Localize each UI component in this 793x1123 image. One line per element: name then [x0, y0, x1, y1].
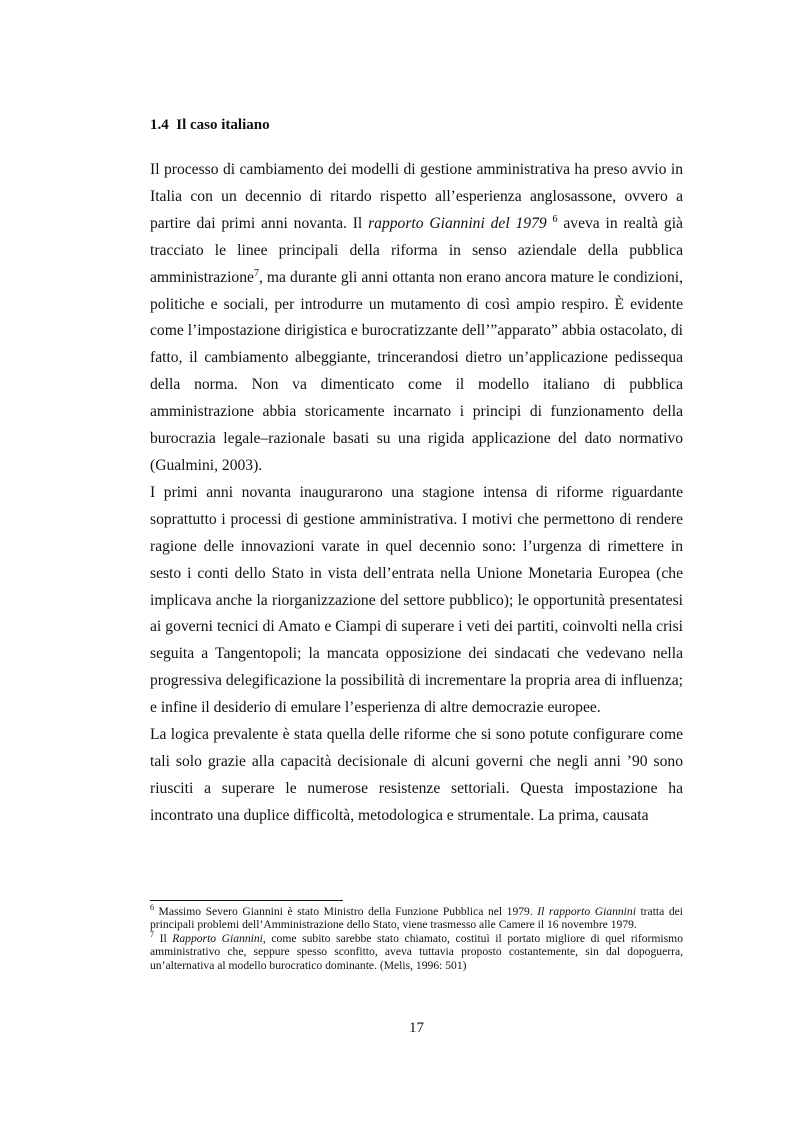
- footnotes: [150, 905, 683, 972]
- footnote-7: [150, 929, 683, 972]
- footnote-ref-7: 7: [253, 267, 259, 279]
- footnote-6-text-a: Massimo Severo Giannini è stato Ministro della Funzione Pubblica nel 1979.: [154, 905, 538, 918]
- paragraph-1-text-c: , ma durante gli anni ottanta non erano ancora mature le condizioni, politiche e sociali, per introdurre un mutamento di così ampio respiro. È evidente come l’impostazione dirigistica e burocratizzante dell’”apparato” abbia ostacolato, di fatto, il cambiamento albeggiante, trincerandosi dietro un’applicazione pedissequa della norma. Non va dimenticato come il modello italiano di pubblica amministrazione abbia storicamente incarnato i principi di funzionamento della burocrazia legale–razionale basati su una rigida applicazione del dato normativo (Gualmini, 2003).: [150, 268, 683, 474]
- section-heading: [150, 117, 270, 134]
- section-number: 1.4: [150, 117, 169, 133]
- footnote-6-marker: 6: [150, 903, 154, 913]
- body-text: [150, 157, 683, 830]
- footnote-6: [150, 905, 683, 932]
- document-page: [150, 0, 683, 1123]
- footnote-6-text-b: tratta dei principali problemi dell’Amministrazione dello Stato, viene trasmesso alle Camere il 16 novembre 1979.: [150, 905, 683, 932]
- paragraph-2: I primi anni novanta inaugurarono una stagione intensa di riforme riguardante soprattutto i processi di gestione amministrativa. I motivi che permettono di rendere ragione delle innovazioni varate in quel decennio sono: l’urgenza di rimettere in sesto i conti dello Stato in vista dell’entrata nella Unione Monetaria Europea (che implicava anche la riorganizzazione del settore pubblico); le opportunità presentatesi ai governi tecnici di Amato e Ciampi di superare i veti dei partiti, coinvolti nella crisi seguita a Tangentopoli; la mancata opposizione dei sindacati che vedevano nella progressiva delegificazione la possibilità di incrementare la propria area di influenza; e infine il desiderio di emulare l’esperienza di altre democrazie europee.: [150, 483, 683, 717]
- section-title: Il caso italiano: [176, 117, 270, 133]
- footnote-7-marker: 7: [150, 929, 154, 939]
- footnote-separator: [150, 900, 343, 901]
- rapporto-giannini-title: rapporto Giannini del 1979: [368, 214, 547, 232]
- footnote-7-text-b: , come subito sarebbe stato chiamato, costituì il portato migliore di quel riformismo amministrativo che, seppure spesso sconfitto, aveva tuttavia proposto costantemente, sin dal dopoguerra, un’alternativa al modello burocratico dominante. (Melis, 1996: 501): [150, 931, 683, 972]
- paragraph-3: La logica prevalente è stata quella delle riforme che si sono potute configurare come tali solo grazie alla capacità decisionale di alcuni governi che negli anni ’90 sono riusciti a superare le numerose resistenze settoriali. Questa impostazione ha incontrato una duplice difficoltà, metodologica e strumentale. La prima, causata: [150, 726, 683, 824]
- footnote-ref-6: 6: [552, 213, 558, 225]
- paragraph-1-text-a: Il processo di cambiamento dei modelli di gestione amministrativa ha preso avvio in Italia con un decennio di ritardo rispetto all’esperienza anglosassone, ovvero a partire dai primi anni novanta. Il: [150, 161, 683, 232]
- page-number: 17: [409, 1020, 424, 1036]
- footnote-6-italic: Il rapporto Giannini: [537, 905, 636, 918]
- paragraph-1-text-b: aveva in realtà già tracciato le linee principali della riforma in senso aziendale della pubblica amministrazione: [150, 214, 683, 286]
- footnote-7-text-a: Il: [154, 931, 173, 945]
- paragraph-1: [150, 157, 683, 480]
- footnote-7-italic: Rapporto Giannini: [172, 931, 263, 945]
